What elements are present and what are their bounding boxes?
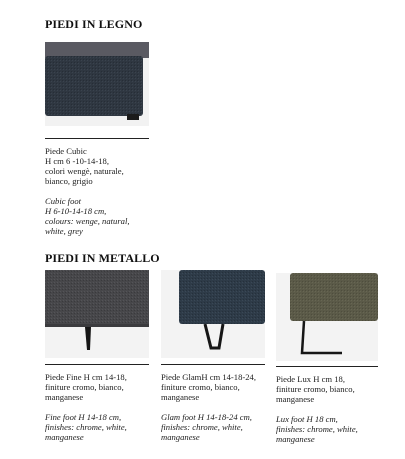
fine-foot-photo xyxy=(45,270,149,358)
caption-it-line: Piede Lux H cm 18, xyxy=(276,374,345,384)
caption-it-line: colori wengè, naturale, xyxy=(45,166,124,176)
divider-fine xyxy=(45,364,149,365)
caption-en-line: finishes: chrome, white, xyxy=(276,424,358,434)
cubic-foot-photo xyxy=(45,42,149,126)
caption-en-line: finishes: chrome, white, xyxy=(161,422,243,432)
glam-foot-photo xyxy=(161,270,265,358)
caption-en-line: colours: wenge, natural, xyxy=(45,216,130,226)
caption-en-line: Cubic foot xyxy=(45,196,82,206)
caption-en-line: Fine foot H 14-18 cm, xyxy=(45,412,122,422)
fine-foot-illustration xyxy=(45,270,149,358)
cubic-foot-illustration xyxy=(45,42,149,126)
caption-en-line: manganese xyxy=(161,432,200,442)
caption-it-line: manganese xyxy=(45,392,84,402)
caption-fine xyxy=(45,372,157,442)
divider-lux xyxy=(276,366,378,367)
caption-en-line: Lux foot H 18 cm, xyxy=(276,414,338,424)
lux-foot-illustration xyxy=(276,273,378,361)
divider-cubic xyxy=(45,138,149,139)
caption-en-line: H 6-10-14-18 cm, xyxy=(45,206,107,216)
glam-foot-illustration xyxy=(161,270,265,358)
caption-en-line: white, grey xyxy=(45,226,83,236)
caption-lux xyxy=(276,374,386,444)
caption-it-line: Piede Fine H cm 14-18, xyxy=(45,372,127,382)
caption-it-line: finiture cromo, bianco, xyxy=(276,384,355,394)
section-title-wood: PIEDI IN LEGNO xyxy=(45,17,143,31)
caption-it-line: bianco, grigio xyxy=(45,176,93,186)
caption-en-line: manganese xyxy=(45,432,84,442)
section-title-metal: PIEDI IN METALLO xyxy=(45,251,160,265)
caption-it-line: manganese xyxy=(276,394,315,404)
caption-it-line: finiture cromo, bianco, xyxy=(161,382,240,392)
caption-it-line: finiture cromo, bianco, xyxy=(45,382,124,392)
caption-cubic xyxy=(45,146,175,236)
lux-foot-photo xyxy=(276,273,378,361)
divider-glam xyxy=(161,364,265,365)
caption-it-line: manganese xyxy=(161,392,200,402)
caption-en-line: finishes: chrome, white, xyxy=(45,422,127,432)
caption-glam xyxy=(161,372,273,442)
caption-it-line: H cm 6 -10-14-18, xyxy=(45,156,109,166)
caption-it-line: Piede GlamH cm 14-18-24, xyxy=(161,372,256,382)
caption-it-line: Piede Cubic xyxy=(45,146,87,156)
caption-en-line: manganese xyxy=(276,434,315,444)
caption-en-line: Glam foot H 14-18-24 cm, xyxy=(161,412,252,422)
